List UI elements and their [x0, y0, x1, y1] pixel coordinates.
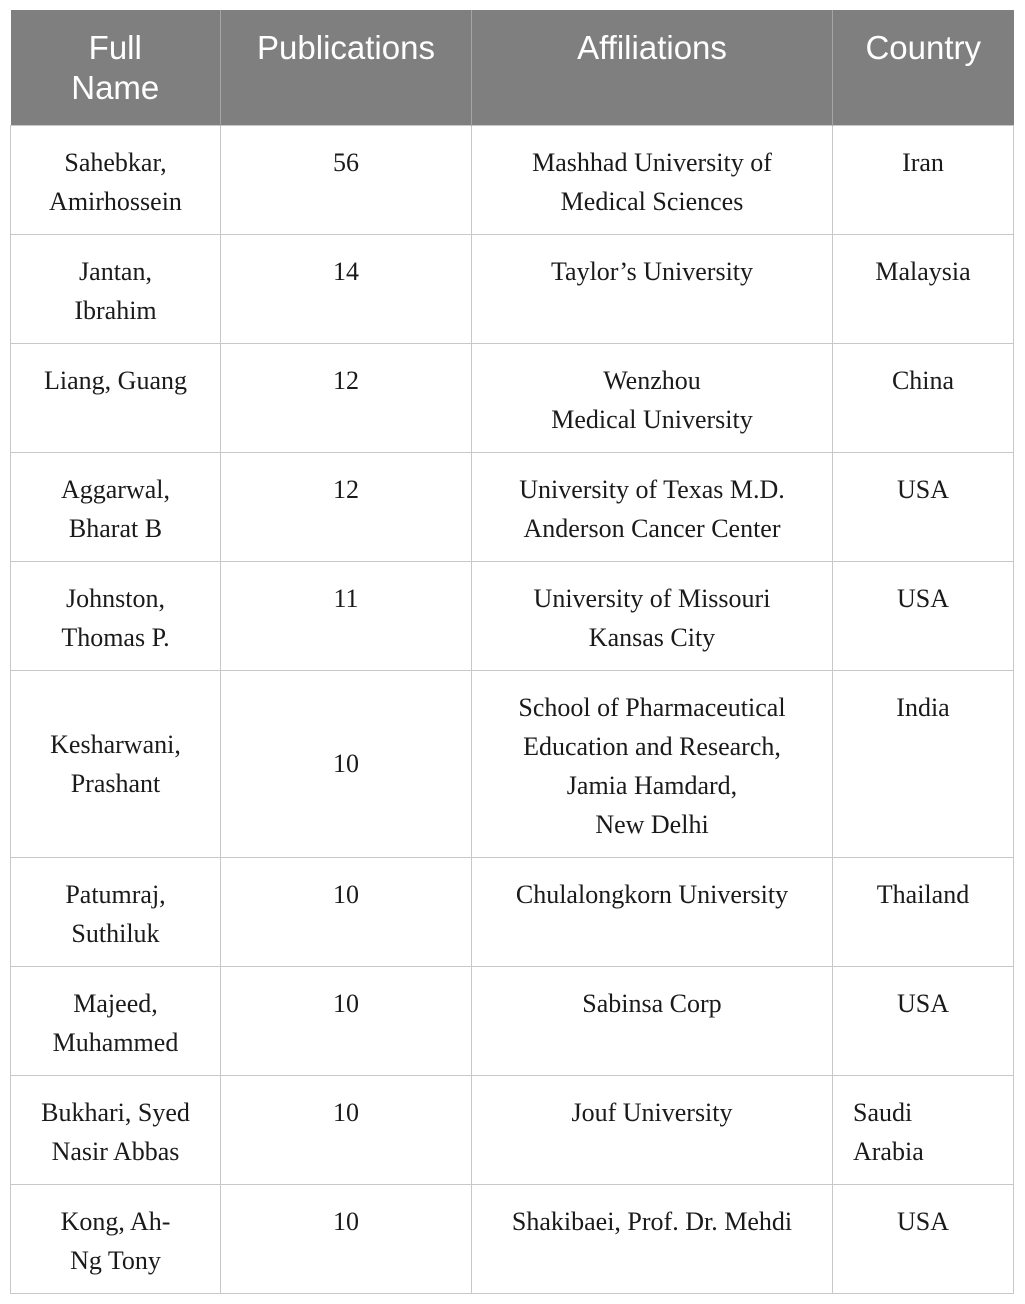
cell-publications: 12	[221, 343, 472, 452]
table-row	[11, 561, 1014, 670]
cell-affiliation: Jouf University	[472, 1075, 833, 1184]
cell-name: Bukhari, Syed Nasir Abbas	[11, 1075, 221, 1184]
cell-country: Iran	[833, 125, 1014, 234]
table-body	[11, 125, 1014, 1293]
header-publications: Publications	[221, 10, 472, 125]
cell-name: Aggarwal, Bharat B	[11, 452, 221, 561]
cell-publications: 10	[221, 966, 472, 1075]
table-row	[11, 452, 1014, 561]
authors-table	[10, 10, 1014, 1294]
cell-publications: 10	[221, 1184, 472, 1293]
table-header	[11, 10, 1014, 125]
cell-publications: 14	[221, 234, 472, 343]
cell-name: Patumraj, Suthiluk	[11, 857, 221, 966]
cell-affiliation: Mashhad University of Medical Sciences	[472, 125, 833, 234]
table-row	[11, 343, 1014, 452]
table-row	[11, 857, 1014, 966]
cell-publications: 10	[221, 670, 472, 857]
cell-country: India	[833, 670, 1014, 857]
header-row	[11, 10, 1014, 125]
cell-publications: 10	[221, 1075, 472, 1184]
cell-affiliation: University of Texas M.D. Anderson Cancer Center	[472, 452, 833, 561]
cell-affiliation: Taylor’s University	[472, 234, 833, 343]
cell-name: Kong, Ah- Ng Tony	[11, 1184, 221, 1293]
cell-name: Kesharwani, Prashant	[11, 670, 221, 857]
header-full-name: Full Name	[11, 10, 221, 125]
table-row	[11, 1184, 1014, 1293]
cell-country: Malaysia	[833, 234, 1014, 343]
table-row	[11, 966, 1014, 1075]
cell-country: USA	[833, 1184, 1014, 1293]
cell-publications: 10	[221, 857, 472, 966]
cell-country: USA	[833, 966, 1014, 1075]
cell-country: Thailand	[833, 857, 1014, 966]
table-row	[11, 670, 1014, 857]
cell-name: Jantan, Ibrahim	[11, 234, 221, 343]
cell-name: Majeed, Muhammed	[11, 966, 221, 1075]
cell-affiliation: University of Missouri Kansas City	[472, 561, 833, 670]
header-country: Country	[833, 10, 1014, 125]
cell-name: Liang, Guang	[11, 343, 221, 452]
table-row	[11, 234, 1014, 343]
cell-affiliation: Wenzhou Medical University	[472, 343, 833, 452]
cell-publications: 56	[221, 125, 472, 234]
cell-country: USA	[833, 452, 1014, 561]
cell-affiliation: Shakibaei, Prof. Dr. Mehdi	[472, 1184, 833, 1293]
cell-publications: 11	[221, 561, 472, 670]
cell-affiliation: School of Pharmaceutical Education and Research, Jamia Hamdard, New Delhi	[472, 670, 833, 857]
cell-country: Saudi Arabia	[833, 1075, 1014, 1184]
cell-affiliation: Chulalongkorn University	[472, 857, 833, 966]
cell-country: USA	[833, 561, 1014, 670]
cell-publications: 12	[221, 452, 472, 561]
table-row	[11, 125, 1014, 234]
cell-country: China	[833, 343, 1014, 452]
cell-affiliation: Sabinsa Corp	[472, 966, 833, 1075]
header-affiliations: Affiliations	[472, 10, 833, 125]
cell-name: Sahebkar, Amirhossein	[11, 125, 221, 234]
table-row	[11, 1075, 1014, 1184]
cell-name: Johnston, Thomas P.	[11, 561, 221, 670]
